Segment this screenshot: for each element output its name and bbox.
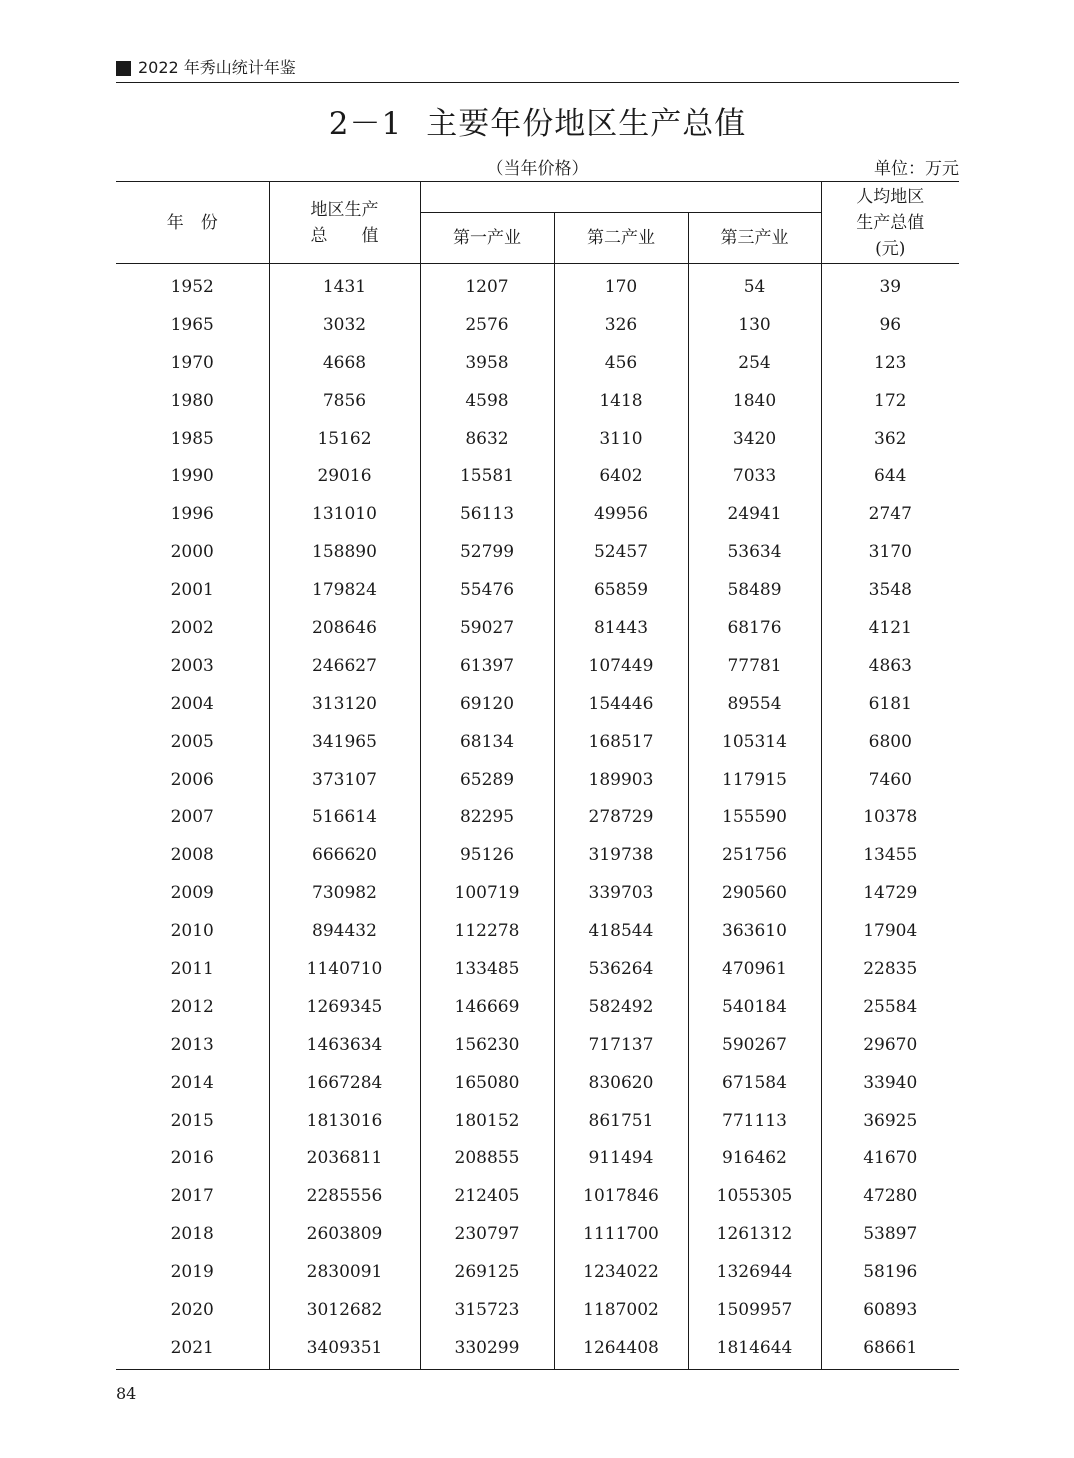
gdp-cell: 15162 bbox=[269, 420, 420, 458]
table-row bbox=[116, 723, 959, 761]
per-capita-cell: 29670 bbox=[821, 1026, 959, 1064]
tertiary-cell: 671584 bbox=[688, 1064, 821, 1102]
secondary-cell: 52457 bbox=[554, 533, 688, 571]
per-capita-cell: 58196 bbox=[821, 1253, 959, 1291]
year-cell: 2021 bbox=[170, 1337, 214, 1358]
table-row bbox=[116, 685, 959, 723]
gdp-cell: 7856 bbox=[269, 382, 420, 420]
secondary-cell: 49956 bbox=[554, 495, 688, 533]
table-body bbox=[116, 264, 959, 1370]
table-row bbox=[116, 382, 959, 420]
table-row bbox=[116, 1102, 959, 1140]
gdp-cell: 3012682 bbox=[269, 1291, 420, 1329]
gdp-cell: 1667284 bbox=[269, 1064, 420, 1102]
tertiary-cell: 916462 bbox=[688, 1139, 821, 1177]
secondary-cell: 326 bbox=[554, 306, 688, 344]
per-capita-cell: 33940 bbox=[821, 1064, 959, 1102]
gdp-cell: 3409351 bbox=[269, 1329, 420, 1369]
per-capita-cell: 36925 bbox=[821, 1102, 959, 1140]
price-basis-note: （当年价格） bbox=[486, 159, 589, 179]
table-row bbox=[116, 420, 959, 458]
per-capita-cell: 22835 bbox=[821, 950, 959, 988]
header-per-capita bbox=[821, 182, 959, 264]
table-row bbox=[116, 1139, 959, 1177]
secondary-cell: 168517 bbox=[554, 723, 688, 761]
per-capita-cell: 4863 bbox=[821, 647, 959, 685]
year-cell: 2014 bbox=[170, 1072, 214, 1093]
secondary-cell: 830620 bbox=[554, 1064, 688, 1102]
per-capita-cell: 96 bbox=[821, 306, 959, 344]
per-capita-cell: 47280 bbox=[821, 1177, 959, 1215]
year-cell: 1952 bbox=[170, 276, 214, 297]
page-number: 84 bbox=[116, 1384, 137, 1403]
primary-cell: 82295 bbox=[420, 798, 554, 836]
year-cell: 2008 bbox=[170, 845, 214, 866]
header-gdp-line2: 总 值 bbox=[310, 225, 379, 246]
primary-cell: 112278 bbox=[420, 912, 554, 950]
secondary-cell: 418544 bbox=[554, 912, 688, 950]
gdp-cell: 3032 bbox=[269, 306, 420, 344]
primary-cell: 230797 bbox=[420, 1215, 554, 1253]
per-capita-cell: 3170 bbox=[821, 533, 959, 571]
per-capita-cell: 644 bbox=[821, 457, 959, 495]
secondary-cell: 278729 bbox=[554, 798, 688, 836]
per-capita-cell: 14729 bbox=[821, 874, 959, 912]
gdp-cell: 131010 bbox=[269, 495, 420, 533]
secondary-cell: 1111700 bbox=[554, 1215, 688, 1253]
table-row bbox=[116, 798, 959, 836]
gdp-cell: 1140710 bbox=[269, 950, 420, 988]
table-row bbox=[116, 988, 959, 1026]
year-cell: 2003 bbox=[170, 655, 214, 676]
secondary-cell: 339703 bbox=[554, 874, 688, 912]
tertiary-cell: 590267 bbox=[688, 1026, 821, 1064]
tertiary-cell: 1814644 bbox=[688, 1329, 821, 1369]
primary-cell: 133485 bbox=[420, 950, 554, 988]
per-capita-cell: 10378 bbox=[821, 798, 959, 836]
tertiary-cell: 771113 bbox=[688, 1102, 821, 1140]
year-cell: 1996 bbox=[170, 504, 214, 525]
table-row bbox=[116, 533, 959, 571]
per-capita-cell: 2747 bbox=[821, 495, 959, 533]
year-cell: 1965 bbox=[170, 314, 214, 335]
table-row bbox=[116, 1064, 959, 1102]
secondary-cell: 1418 bbox=[554, 382, 688, 420]
secondary-cell: 911494 bbox=[554, 1139, 688, 1177]
secondary-cell: 6402 bbox=[554, 457, 688, 495]
primary-cell: 165080 bbox=[420, 1064, 554, 1102]
table-row bbox=[116, 457, 959, 495]
gdp-cell: 2830091 bbox=[269, 1253, 420, 1291]
year-cell: 2011 bbox=[170, 958, 214, 979]
gdp-cell: 179824 bbox=[269, 571, 420, 609]
tertiary-cell: 470961 bbox=[688, 950, 821, 988]
primary-cell: 100719 bbox=[420, 874, 554, 912]
per-capita-cell: 17904 bbox=[821, 912, 959, 950]
tertiary-cell: 54 bbox=[688, 264, 821, 306]
year-cell: 1990 bbox=[170, 466, 214, 487]
tertiary-cell: 58489 bbox=[688, 571, 821, 609]
year-cell: 1970 bbox=[170, 352, 214, 373]
table-row bbox=[116, 761, 959, 799]
gdp-cell: 1813016 bbox=[269, 1102, 420, 1140]
secondary-cell: 107449 bbox=[554, 647, 688, 685]
primary-cell: 208855 bbox=[420, 1139, 554, 1177]
year-cell: 2016 bbox=[170, 1148, 214, 1169]
secondary-cell: 1234022 bbox=[554, 1253, 688, 1291]
year-cell: 2017 bbox=[170, 1186, 214, 1207]
per-capita-cell: 6800 bbox=[821, 723, 959, 761]
table-row bbox=[116, 609, 959, 647]
secondary-cell: 3110 bbox=[554, 420, 688, 458]
primary-cell: 269125 bbox=[420, 1253, 554, 1291]
table-row bbox=[116, 874, 959, 912]
primary-cell: 2576 bbox=[420, 306, 554, 344]
year-cell: 2019 bbox=[170, 1262, 214, 1283]
secondary-cell: 170 bbox=[554, 264, 688, 306]
secondary-cell: 717137 bbox=[554, 1026, 688, 1064]
year-cell: 2006 bbox=[170, 769, 214, 790]
primary-cell: 180152 bbox=[420, 1102, 554, 1140]
year-cell: 2002 bbox=[170, 617, 214, 638]
primary-cell: 146669 bbox=[420, 988, 554, 1026]
header-per-capita-line2: 生产总值 bbox=[856, 212, 925, 233]
year-cell: 2018 bbox=[170, 1224, 214, 1245]
gdp-cell: 246627 bbox=[269, 647, 420, 685]
tertiary-cell: 53634 bbox=[688, 533, 821, 571]
tertiary-cell: 363610 bbox=[688, 912, 821, 950]
tertiary-cell: 1326944 bbox=[688, 1253, 821, 1291]
unit-label: 单位：万元 bbox=[874, 159, 959, 179]
primary-cell: 8632 bbox=[420, 420, 554, 458]
primary-cell: 212405 bbox=[420, 1177, 554, 1215]
gdp-cell: 666620 bbox=[269, 836, 420, 874]
table-row bbox=[116, 836, 959, 874]
year-cell: 2009 bbox=[170, 883, 214, 904]
tertiary-cell: 3420 bbox=[688, 420, 821, 458]
per-capita-cell: 53897 bbox=[821, 1215, 959, 1253]
gdp-cell: 29016 bbox=[269, 457, 420, 495]
secondary-cell: 861751 bbox=[554, 1102, 688, 1140]
per-capita-cell: 60893 bbox=[821, 1291, 959, 1329]
table-number: 2－1 bbox=[328, 106, 403, 142]
year-cell: 2010 bbox=[170, 921, 214, 942]
year-cell: 2001 bbox=[170, 580, 214, 601]
table-row bbox=[116, 1215, 959, 1253]
per-capita-cell: 7460 bbox=[821, 761, 959, 799]
per-capita-cell: 39 bbox=[821, 264, 959, 306]
gdp-cell: 4668 bbox=[269, 344, 420, 382]
gdp-cell: 313120 bbox=[269, 685, 420, 723]
primary-cell: 55476 bbox=[420, 571, 554, 609]
table-row bbox=[116, 950, 959, 988]
per-capita-cell: 41670 bbox=[821, 1139, 959, 1177]
primary-cell: 61397 bbox=[420, 647, 554, 685]
gdp-cell: 894432 bbox=[269, 912, 420, 950]
header-year: 年 份 bbox=[166, 212, 218, 233]
table-row bbox=[116, 1329, 959, 1369]
table-row bbox=[116, 647, 959, 685]
gdp-cell: 1463634 bbox=[269, 1026, 420, 1064]
tertiary-cell: 105314 bbox=[688, 723, 821, 761]
table-row bbox=[116, 1253, 959, 1291]
table-row bbox=[116, 912, 959, 950]
table-row bbox=[116, 344, 959, 382]
tertiary-cell: 1261312 bbox=[688, 1215, 821, 1253]
secondary-cell: 154446 bbox=[554, 685, 688, 723]
year-cell: 2015 bbox=[170, 1110, 214, 1131]
secondary-cell: 456 bbox=[554, 344, 688, 382]
year-cell: 2013 bbox=[170, 1034, 214, 1055]
primary-cell: 1207 bbox=[420, 264, 554, 306]
per-capita-cell: 68661 bbox=[821, 1329, 959, 1369]
year-cell: 2000 bbox=[170, 542, 214, 563]
square-bullet-icon bbox=[116, 61, 131, 76]
year-cell: 1985 bbox=[170, 428, 214, 449]
per-capita-cell: 4121 bbox=[821, 609, 959, 647]
header-per-capita-line1: 人均地区 bbox=[856, 186, 925, 207]
primary-cell: 65289 bbox=[420, 761, 554, 799]
per-capita-cell: 25584 bbox=[821, 988, 959, 1026]
running-head-title: 2022 年秀山统计年鉴 bbox=[138, 58, 296, 77]
table-row bbox=[116, 495, 959, 533]
year-cell: 2004 bbox=[170, 693, 214, 714]
tertiary-cell: 1055305 bbox=[688, 1177, 821, 1215]
header-secondary: 第二产业 bbox=[554, 213, 688, 264]
header-tertiary: 第三产业 bbox=[688, 213, 821, 264]
gdp-cell: 1269345 bbox=[269, 988, 420, 1026]
tertiary-cell: 251756 bbox=[688, 836, 821, 874]
running-head bbox=[116, 58, 959, 83]
page-title bbox=[116, 102, 959, 146]
gdp-table bbox=[116, 181, 959, 1370]
primary-cell: 330299 bbox=[420, 1329, 554, 1369]
table-row bbox=[116, 1026, 959, 1064]
table-row bbox=[116, 571, 959, 609]
secondary-cell: 582492 bbox=[554, 988, 688, 1026]
header-primary: 第一产业 bbox=[420, 213, 554, 264]
primary-cell: 4598 bbox=[420, 382, 554, 420]
primary-cell: 3958 bbox=[420, 344, 554, 382]
per-capita-cell: 6181 bbox=[821, 685, 959, 723]
gdp-cell: 158890 bbox=[269, 533, 420, 571]
secondary-cell: 536264 bbox=[554, 950, 688, 988]
secondary-cell: 81443 bbox=[554, 609, 688, 647]
tertiary-cell: 89554 bbox=[688, 685, 821, 723]
tertiary-cell: 540184 bbox=[688, 988, 821, 1026]
gdp-cell: 208646 bbox=[269, 609, 420, 647]
gdp-cell: 1431 bbox=[269, 264, 420, 306]
tertiary-cell: 254 bbox=[688, 344, 821, 382]
tertiary-cell: 77781 bbox=[688, 647, 821, 685]
tertiary-cell: 130 bbox=[688, 306, 821, 344]
per-capita-cell: 13455 bbox=[821, 836, 959, 874]
secondary-cell: 189903 bbox=[554, 761, 688, 799]
per-capita-cell: 123 bbox=[821, 344, 959, 382]
tertiary-cell: 7033 bbox=[688, 457, 821, 495]
gdp-cell: 516614 bbox=[269, 798, 420, 836]
primary-cell: 156230 bbox=[420, 1026, 554, 1064]
tertiary-cell: 117915 bbox=[688, 761, 821, 799]
per-capita-cell: 3548 bbox=[821, 571, 959, 609]
primary-cell: 56113 bbox=[420, 495, 554, 533]
year-cell: 2007 bbox=[170, 807, 214, 828]
primary-cell: 68134 bbox=[420, 723, 554, 761]
header-industry-group bbox=[420, 182, 821, 213]
per-capita-cell: 362 bbox=[821, 420, 959, 458]
tertiary-cell: 68176 bbox=[688, 609, 821, 647]
header-per-capita-line3: (元) bbox=[875, 238, 906, 259]
tertiary-cell: 155590 bbox=[688, 798, 821, 836]
table-row bbox=[116, 264, 959, 306]
secondary-cell: 1017846 bbox=[554, 1177, 688, 1215]
year-cell: 2020 bbox=[170, 1299, 214, 1320]
tertiary-cell: 1840 bbox=[688, 382, 821, 420]
year-cell: 2005 bbox=[170, 731, 214, 752]
table-row bbox=[116, 1291, 959, 1329]
gdp-cell: 2603809 bbox=[269, 1215, 420, 1253]
year-cell: 1980 bbox=[170, 390, 214, 411]
primary-cell: 69120 bbox=[420, 685, 554, 723]
primary-cell: 315723 bbox=[420, 1291, 554, 1329]
secondary-cell: 1264408 bbox=[554, 1329, 688, 1369]
header-gdp-line1: 地区生产 bbox=[310, 199, 379, 220]
table-title: 主要年份地区生产总值 bbox=[426, 106, 747, 142]
secondary-cell: 319738 bbox=[554, 836, 688, 874]
gdp-cell: 2036811 bbox=[269, 1139, 420, 1177]
secondary-cell: 65859 bbox=[554, 571, 688, 609]
gdp-cell: 2285556 bbox=[269, 1177, 420, 1215]
tertiary-cell: 1509957 bbox=[688, 1291, 821, 1329]
tertiary-cell: 290560 bbox=[688, 874, 821, 912]
table-row bbox=[116, 306, 959, 344]
primary-cell: 59027 bbox=[420, 609, 554, 647]
primary-cell: 15581 bbox=[420, 457, 554, 495]
secondary-cell: 1187002 bbox=[554, 1291, 688, 1329]
per-capita-cell: 172 bbox=[821, 382, 959, 420]
tertiary-cell: 24941 bbox=[688, 495, 821, 533]
header-gdp bbox=[269, 182, 420, 264]
primary-cell: 52799 bbox=[420, 533, 554, 571]
table-row bbox=[116, 1177, 959, 1215]
gdp-cell: 341965 bbox=[269, 723, 420, 761]
year-cell: 2012 bbox=[170, 996, 214, 1017]
gdp-cell: 373107 bbox=[269, 761, 420, 799]
primary-cell: 95126 bbox=[420, 836, 554, 874]
gdp-cell: 730982 bbox=[269, 874, 420, 912]
